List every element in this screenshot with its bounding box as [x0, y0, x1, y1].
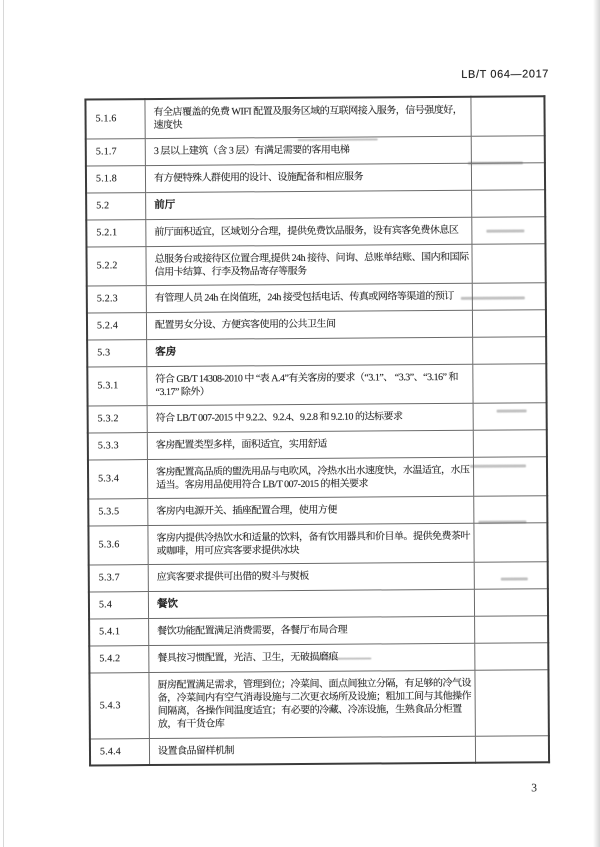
table-row [85, 96, 544, 138]
score-cell [473, 402, 547, 430]
standard-code-header: LB/T 064—2017 [461, 68, 550, 81]
requirements-table [84, 95, 550, 766]
scan-smudge [497, 409, 527, 412]
score-cell [472, 309, 546, 337]
row-id-cell: 5.4.4 [90, 738, 150, 765]
score-cell [471, 135, 545, 163]
row-text-cell: 厨房配置满足需求，管理到位；冷菜间、面点间独立分隔，有足够的冷气设备，冷菜间内有空气消毒设施与二次更衣场所及设施；粗加工间与其他操作间隔离，各操作间温度适宜；有必要的冷藏、冷冻设施，生熟食品分柜置放，有干货仓库 [149, 670, 475, 738]
score-cell [473, 429, 547, 457]
scan-smudge [478, 520, 526, 523]
score-cell [474, 522, 548, 562]
table-row [87, 363, 546, 405]
scan-smudge [470, 464, 526, 467]
row-id-cell: 5.3.4 [88, 459, 148, 498]
table-row [86, 243, 545, 285]
score-cell [475, 735, 549, 763]
score-cell [474, 495, 548, 523]
table-row [88, 429, 547, 459]
row-text-cell: 应宾客要求提供可出借的熨斗与熨板 [148, 562, 474, 591]
scan-smudge [461, 296, 525, 299]
requirements-table-wrapper [84, 95, 550, 766]
row-id-cell: 5.3.6 [88, 525, 148, 564]
row-text-cell: 配置男女分设、方便宾客使用的公共卫生间 [146, 310, 472, 339]
scan-edge-right [593, 0, 600, 847]
score-cell [473, 456, 547, 496]
row-id-cell: 5.2 [86, 192, 146, 219]
row-id-cell: 5.2.3 [87, 285, 147, 312]
score-cell [474, 561, 548, 589]
row-id-cell: 5.1.7 [86, 138, 146, 165]
row-id-cell: 5.3.3 [88, 432, 148, 459]
row-text-cell: 客房配置高品质的盥洗用品与电吹风，冷热水出水速度快，水温适宜，水压适当。客房用品使用符合 LB/T 007-2015 的相关要求 [147, 457, 473, 498]
row-id-cell: 5.3.5 [88, 498, 148, 525]
row-id-cell: 5.4 [89, 591, 149, 618]
row-text-cell: 设置食品留样机制 [149, 736, 475, 765]
row-text-cell: 前厅 [146, 190, 472, 219]
table-row [90, 735, 549, 765]
table-row [89, 669, 548, 738]
score-cell [474, 588, 548, 616]
row-text-cell: 有方便特殊人群使用的设计、设施配备和相应服务 [145, 163, 471, 192]
score-cell [471, 96, 545, 136]
table-section-row [89, 588, 548, 618]
scan-smudge [486, 229, 524, 232]
score-cell [473, 363, 547, 403]
row-id-cell: 5.2.1 [86, 219, 146, 246]
row-text-cell: 总服务台或接待区位置合理,提供 24h 接待、问询、总账单结账、国内和国际信用卡结算、行李及物品寄存等服务 [146, 244, 472, 285]
score-cell [473, 336, 547, 364]
scan-smudge [468, 161, 523, 164]
table-row [88, 402, 547, 432]
score-cell [472, 189, 546, 217]
score-cell [475, 669, 549, 736]
row-id-cell: 5.1.8 [86, 165, 146, 192]
row-text-cell: 客房 [147, 337, 473, 366]
row-text-cell: 餐饮 [148, 589, 474, 618]
table-row [88, 522, 547, 564]
scan-edge-left [3, 0, 4, 847]
row-text-cell: 客房内提供冷热饮水和适量的饮料，备有饮用器具和价目单。提供免费茶叶或咖啡，用可应宾客要求提供冰块 [148, 523, 474, 564]
score-cell [475, 615, 549, 643]
score-cell [475, 642, 549, 670]
scan-smudge [501, 577, 528, 580]
score-cell [471, 162, 545, 190]
row-id-cell: 5.4.3 [89, 672, 149, 738]
row-text-cell: 3 层以上建筑（含 3 层）有满足需要的客用电梯 [145, 136, 471, 165]
row-text-cell: 客房配置类型多样，面积适宜，实用舒适 [147, 430, 473, 459]
row-text-cell: 客房内电源开关、插座配置合理，使用方便 [148, 496, 474, 525]
row-text-cell: 符合 GB/T 14308-2010 中 “表 A.4”有关客房的要求（“3.1”、 “3.3”、“3.16” 和 “3.17” 除外） [147, 364, 473, 405]
row-id-cell: 5.3 [87, 339, 147, 366]
table-row [86, 216, 545, 246]
row-id-cell: 5.2.2 [86, 246, 146, 285]
page-number: 3 [531, 782, 538, 795]
table-row [89, 561, 548, 591]
row-id-cell: 5.4.2 [89, 645, 149, 672]
score-cell [472, 243, 546, 283]
table-row [86, 162, 545, 192]
table-row [88, 456, 547, 498]
table-row [89, 615, 548, 645]
row-id-cell: 5.2.4 [87, 312, 147, 339]
row-text-cell: 符合 LB/T 007-2015 中 9.2.2、9.2.4、9.2.8 和 9.2.10 的达标要求 [147, 403, 473, 432]
row-text-cell: 前厅面积适宜，区域划分合理，提供免费饮品服务，设有宾客免费休息区 [146, 217, 472, 246]
row-text-cell: 有管理人员 24h 在岗值班，24h 接受包括电话、传真或网络等渠道的预订 [146, 283, 472, 312]
table-row [87, 309, 546, 339]
scan-smudge [311, 658, 371, 660]
row-text-cell: 餐具按习惯配置，光洁、卫生，无破损磨痕 [149, 643, 475, 672]
row-text-cell: 有全店覆盖的免费 WIFI 配置及服务区域的互联网接入服务，信号强度好，速度快 [145, 97, 471, 138]
table-section-row [86, 189, 545, 219]
row-id-cell: 5.3.7 [89, 564, 149, 591]
row-id-cell: 5.1.6 [85, 99, 145, 138]
row-id-cell: 5.3.2 [88, 405, 148, 432]
row-text-cell: 餐饮功能配置满足消费需要，各餐厅布局合理 [149, 616, 475, 645]
row-id-cell: 5.4.1 [89, 618, 149, 645]
table-section-row [87, 336, 546, 366]
row-id-cell: 5.3.1 [87, 366, 147, 405]
